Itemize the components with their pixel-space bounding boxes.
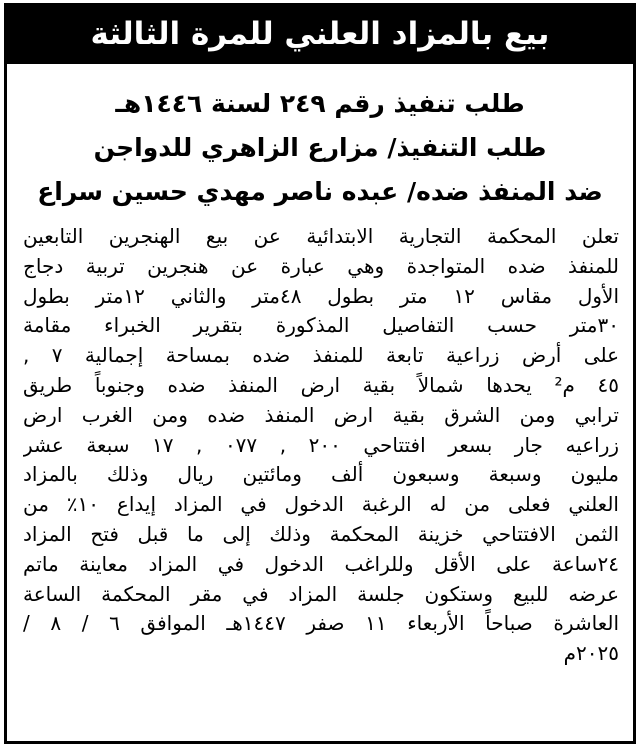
notice-body: [23, 222, 619, 669]
banner-title: بيع بالمزاد العلني للمرة الثالثة: [90, 16, 550, 52]
body-line: مليون وسبعة وسبعون ألف ومائتين ريال وذلك بالمزاد: [23, 462, 619, 487]
case-headings: [7, 82, 633, 214]
auction-notice: [4, 3, 636, 744]
body-line: زراعيه جار بسعر افتتاحي ٢٠٠ , ٠٧٧ , ١٧ سبعة عشر: [23, 432, 619, 457]
body-line: ترابي ومن الشرق بقية ارض المنفذ ضده ومن الغرب ارض: [23, 402, 619, 427]
body-line: على أرض زراعية تابعة للمنفذ ضده بمساحة إجمالية ٧ ,: [23, 343, 619, 368]
body-line: ٢٤ساعة على الأقل وللراغب الدخول في المزاد معاينة ماتم: [23, 551, 619, 576]
notice-banner: [7, 6, 633, 64]
body-line: الأول مقاس ١٢ متر بطول ٤٨متر والثاني ١٢متر بطول: [23, 283, 619, 308]
body-line-date-year: ٢٠٢٥م: [563, 641, 619, 666]
body-line: للمنفذ ضده المتواجدة وهي عبارة عن هنجرين تربية دجاج: [23, 253, 619, 278]
respondent-heading: ضد المنفذ ضده/ عبده ناصر مهدي حسين سراع: [37, 177, 603, 206]
body-line: عرضه للبيع وستكون جلسة المزاد في مقر المحكمة الساعة: [23, 581, 619, 606]
body-line: العاشرة صباحاً الأربعاء ١١ صفر ١٤٤٧هـ الموافق ٦ / ٨ /: [23, 611, 619, 636]
body-line: الثمن الافتتاحي خزينة المحكمة وذلك إلى ما قبل فتح المزاد: [23, 521, 619, 546]
body-line: العلني فعلى من له الرغبة الدخول في المزاد إيداع ١٠٪ من: [23, 492, 619, 517]
body-line: تعلن المحكمة التجارية الابتدائية عن بيع الهنجرين التابعين: [23, 224, 619, 248]
body-line: ٣٠متر حسب التفاصيل المذكورة بتقرير الخبراء مقامة: [23, 313, 619, 338]
applicant-heading: طلب التنفيذ/ مزارع الزاهري للدواجن: [93, 133, 547, 162]
body-line: ٤٥ م² يحدها شمالاً بقية ارض المنفذ ضده وجنوباً طريق: [23, 372, 619, 397]
case-number-heading: طلب تنفيذ رقم ٢٤٩ لسنة ١٤٤٦هـ: [115, 89, 525, 118]
